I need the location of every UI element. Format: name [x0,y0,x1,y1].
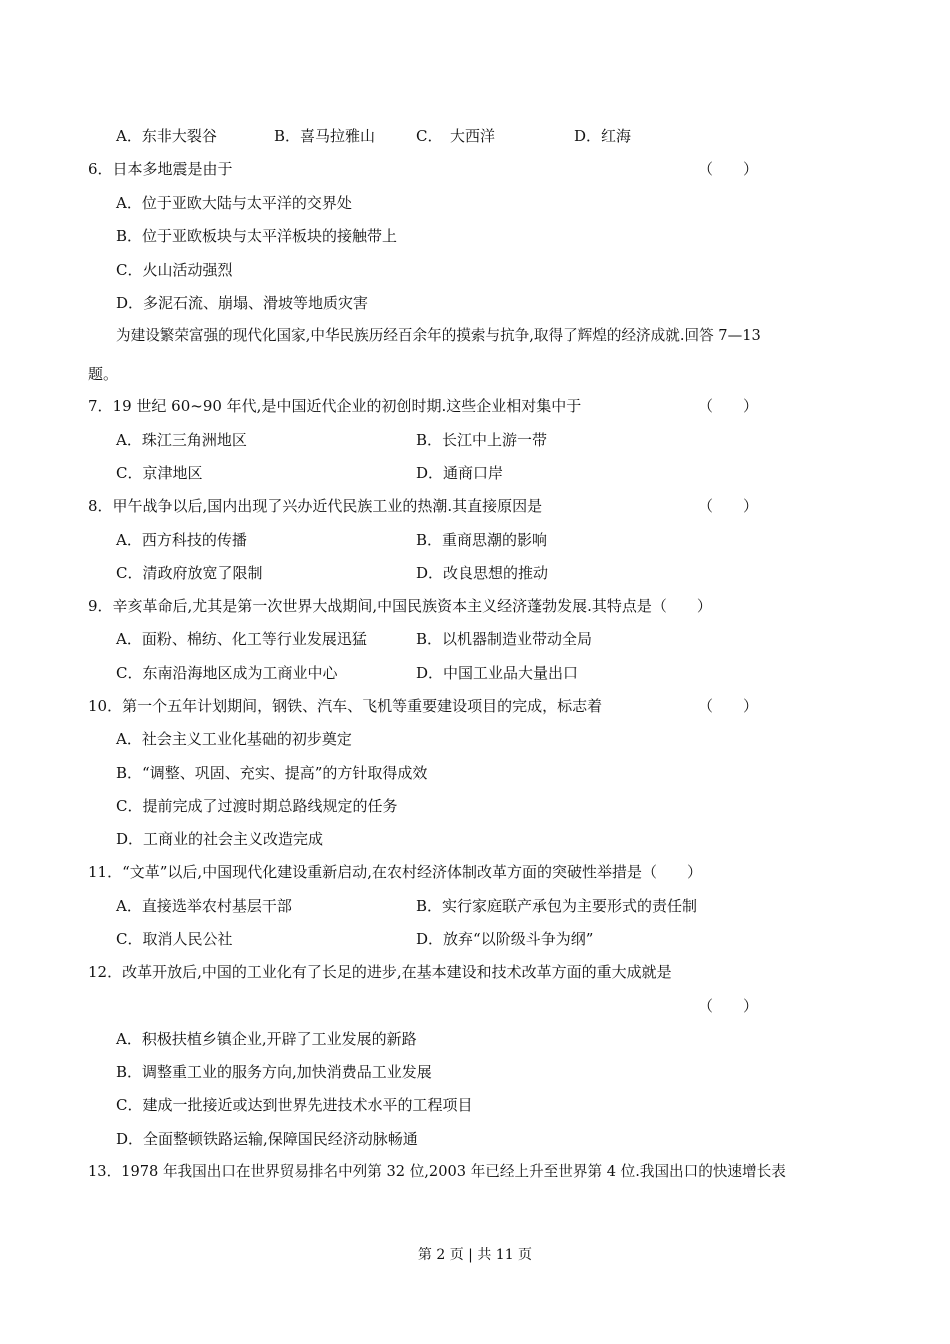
q12-option-c: C．建成一批接近或达到世界先进技术水平的工程项目 [116,1096,473,1114]
q11-stem: 11．“文革”以后,中国现代化建设重新启动,在农村经济体制改革方面的突破性举措是（ ） [88,863,702,881]
q6-answer-paren: （ ） [698,160,759,178]
q8-option-b: B．重商思潮的影响 [416,531,548,549]
q10-stem: 10．第一个五年计划期间，钢铁、汽车、飞机等重要建设项目的完成，标志着 [88,697,603,715]
q12-answer-paren: （ ） [698,997,759,1015]
q10-option-a: A．社会主义工业化基础的初步奠定 [116,730,352,748]
q8-option-d: D．改良思想的推动 [416,564,549,582]
q11-option-c: C．取消人民公社 [116,930,233,948]
q10-option-b: B．“调整、巩固、充实、提高”的方针取得成效 [116,764,428,782]
q6-option-a: A．位于亚欧大陆与太平洋的交界处 [116,194,352,212]
q5-option-c: C． 大西洋 [416,127,495,145]
q9-option-b: B．以机器制造业带动全局 [416,630,593,648]
q12-option-b: B．调整重工业的服务方向,加快消费品工业发展 [116,1063,432,1081]
q9-option-d: D．中国工业品大量出口 [416,664,579,682]
q5-option-a: A．东非大裂谷 [116,127,217,145]
q7-stem: 7．19 世纪 60~90 年代,是中国近代企业的初创时期.这些企业相对集中于 [88,397,582,415]
q6-option-b: B．位于亚欧板块与太平洋板块的接触带上 [116,227,398,245]
q9-option-c: C．东南沿海地区成为工商业中心 [116,664,338,682]
intro-paragraph-line2: 题。 [88,365,119,383]
q6-option-c: C．火山活动强烈 [116,261,233,279]
q9-option-a: A．面粉、棉纺、化工等行业发展迅猛 [116,630,367,648]
page-footer: 第 2 页 | 共 11 页 [417,1247,533,1263]
q12-option-d: D．全面整顿铁路运输,保障国民经济动脉畅通 [116,1130,418,1148]
q10-option-c: C．提前完成了过渡时期总路线规定的任务 [116,797,398,815]
q10-option-d: D．工商业的社会主义改造完成 [116,830,324,848]
q10-answer-paren: （ ） [698,697,759,715]
q7-option-d: D．通商口岸 [416,464,504,482]
q12-stem: 12．改革开放后,中国的工业化有了长足的进步,在基本建设和技术改革方面的重大成就是 [88,963,672,981]
q7-option-b: B．长江中上游一带 [416,431,548,449]
q9-stem: 9．辛亥革命后,尤其是第一次世界大战期间,中国民族资本主义经济蓬勃发展.其特点是（ ） [88,597,712,615]
q11-option-a: A．直接选举农村基层干部 [116,897,292,915]
q7-option-c: C．京津地区 [116,464,203,482]
q5-option-b: B．喜马拉雅山 [274,127,376,145]
q13-stem: 13．1978 年我国出口在世界贸易排名中列第 32 位,2003 年已经上升至世界第 4 位.我国出口的快速增长表 [88,1163,786,1180]
q5-option-d: D．红海 [574,127,632,145]
q8-answer-paren: （ ） [698,497,759,515]
q6-stem: 6．日本多地震是由于 [88,160,233,178]
q8-option-a: A．西方科技的传播 [116,531,247,549]
q8-stem: 8．甲午战争以后,国内出现了兴办近代民族工业的热潮.其直接原因是 [88,497,543,515]
q7-answer-paren: （ ） [698,397,759,415]
intro-paragraph-line1: 为建设繁荣富强的现代化国家,中华民族历经百余年的摸索与抗争,取得了辉煌的经济成就.回答 7—13 [116,327,761,344]
q12-option-a: A．积极扶植乡镇企业,开辟了工业发展的新路 [116,1030,417,1048]
q6-option-d: D．多泥石流、崩塌、滑坡等地质灾害 [116,294,369,312]
q8-option-c: C．清政府放宽了限制 [116,564,263,582]
q11-option-d: D．放弃“以阶级斗争为纲” [416,930,594,948]
q11-option-b: B．实行家庭联产承包为主要形式的责任制 [416,897,698,915]
q7-option-a: A．珠江三角洲地区 [116,431,247,449]
